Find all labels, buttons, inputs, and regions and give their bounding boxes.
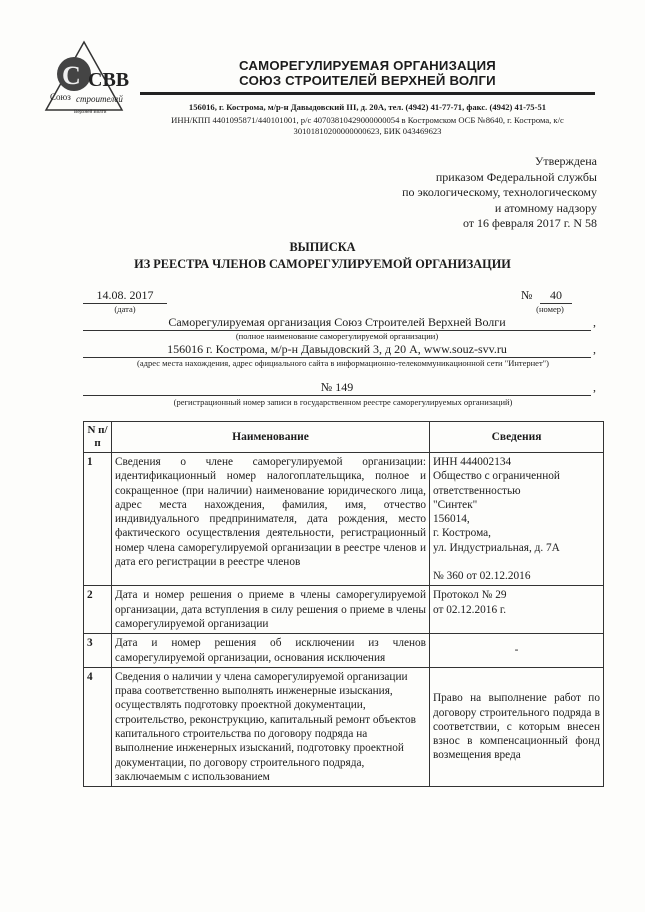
approval-block: Утверждена приказом Федеральной службы по экологическому, технологическому и атомному надзору от 16 февраля 2017 г. N 58 [402, 154, 597, 230]
extract-number-caption: (номер) [536, 304, 564, 314]
row-info: Право на выполнение работ по договору строительного подряда в соответствии, с которым внесен взнос в компенсационный фонд возмещения вреда [430, 667, 604, 786]
svg-text:Союз: Союз [50, 92, 71, 102]
registry-table [83, 421, 604, 787]
address-line3: 30101810200000000623, БИК 043469623 [293, 126, 442, 136]
extract-date-caption: (дата) [114, 304, 136, 314]
header-name: Наименование [112, 422, 430, 453]
table-row: 4 Сведения о наличии у члена саморегулируемой организации права соответственно выполнять инженерные изыскания, осуществлять подготовку проектной документации, строительство, реконструкцию, капитальный ремонт объектов капитального строительства по договору подряда на выполнение инженерных изысканий, подготовку проектной документации, по договору строительного подряда, заключаемым с использованием Право на выполнение работ по договору строительного подряда в соответствии, с которым внесен взнос в компенсационный фонд возмещения вреда [84, 667, 604, 786]
header-num: N п/п [84, 422, 112, 453]
row-info: ИНН 444002134 Общество с ограниченной ответственностью "Синтек" 156014, г. Кострома, ул. Индустриальная, д. 7А № 360 от 02.12.2016 [430, 453, 604, 586]
table-row: 2 Дата и номер решения о приеме в члены саморегулируемой организации, дата вступления в силу решения о приеме в члены саморегулируемой организации Протокол № 29 от 02.12.2016 г. [84, 586, 604, 634]
row-name: Сведения о члене саморегулируемой организации: идентификационный номер налогоплательщика, полное и сокращенное (при наличии) наименование юридического лица, адрес места нахождения, фамилия, имя, отчество индивидуального предпринимателя, дата рождения, место фактического осуществления деятельности, регистрационный номер члена саморегулируемой организации в реестре членов и дата его регистрации в реестре членов [112, 453, 430, 586]
svg-text:C: C [62, 61, 81, 90]
table-row: 3 Дата и номер решения об исключении из членов саморегулируемой организации, основания исключения - [84, 634, 604, 668]
address-line2: ИНН/КПП 4401095871/440101001, р/с 40703810429000000054 в Костромском ОСБ №8640, г. Кострома, к/с [171, 115, 564, 125]
organization-title-line1: САМОРЕГУЛИРУЕМАЯ ОРГАНИЗАЦИЯ [239, 58, 496, 73]
organization-name-caption: (полное наименование саморегулируемой организации) [235, 331, 439, 341]
organization-address: 156016 г. Кострома, м/р-н Давыдовский 3, д 20 А, www.souz-svv.ru [83, 342, 591, 358]
svg-text:строителей: строителей [76, 94, 123, 104]
document-subtitle: ИЗ РЕЕСТРА ЧЛЕНОВ САМОРЕГУЛИРУЕМОЙ ОРГАНИЗАЦИИ [134, 257, 511, 271]
extract-number: 40 [540, 288, 572, 304]
extract-number-prefix: № [521, 288, 533, 302]
organization-title-line2: СОЮЗ СТРОИТЕЛЕЙ ВЕРХНЕЙ ВОЛГИ [239, 73, 496, 88]
header-divider [140, 92, 595, 95]
registry-number-caption: (регистрационный номер записи в государственном реестре саморегулируемых организаций) [173, 397, 513, 407]
logo-letters: СВВ [88, 69, 130, 91]
document-title: ВЫПИСКА [289, 240, 356, 254]
table-row: 1 Сведения о члене саморегулируемой организации: идентификационный номер налогоплательщика, полное и сокращенное (при наличии) наименование юридического лица, адрес места нахождения, фамилия, имя, отчество индивидуального предпринимателя, дата рождения, место фактического осуществления деятельности, регистрационный номер члена саморегулируемой организации в реестре членов и дата его регистрации в реестре членов ИНН 444002134 Общество с ограниченной ответственностью "Синтек" 156014, г. Кострома, ул. Индустриальная, д. 7А № 360 от 02.12.2016 [84, 453, 604, 586]
row-name: Дата и номер решения об исключении из членов саморегулируемой организации, основания исключения [112, 634, 430, 668]
row-info: Протокол № 29 от 02.12.2016 г. [430, 586, 604, 634]
organization-address-caption: (адрес места нахождения, адрес официального сайта в информационно-телекоммуникационной сети "Интернет") [137, 358, 549, 368]
row-info: - [430, 634, 604, 668]
svg-text:Верхней Волги: Верхней Волги [74, 110, 107, 115]
organization-title [0, 58, 645, 88]
organization-name: Саморегулируемая организация Союз Строителей Верхней Волги [83, 315, 591, 331]
address-line1: 156016, г. Кострома, м/р-н Давыдовский III, д. 20А, тел. (4942) 41-77-71, факс. (4942) 41-75-51 [188, 102, 547, 112]
row-name: Дата и номер решения о приеме в члены саморегулируемой организации, дата вступления в силу решения о приеме в члены саморегулируемой организации [112, 586, 430, 634]
row-name: Сведения о наличии у члена саморегулируемой организации права соответственно выполнять инженерные изыскания, осуществлять подготовку проектной документации, строительство, реконструкцию, капитальный ремонт объектов капитального строительства по договору подряда на выполнение инженерных изысканий, подготовку проектной документации, по договору строительного подряда, заключаемым с использованием [112, 667, 430, 786]
header-info: Сведения [430, 422, 604, 453]
registry-number: № 149 [83, 380, 591, 396]
extract-date: 14.08. 2017 [83, 288, 167, 304]
table-header-row [84, 422, 604, 453]
